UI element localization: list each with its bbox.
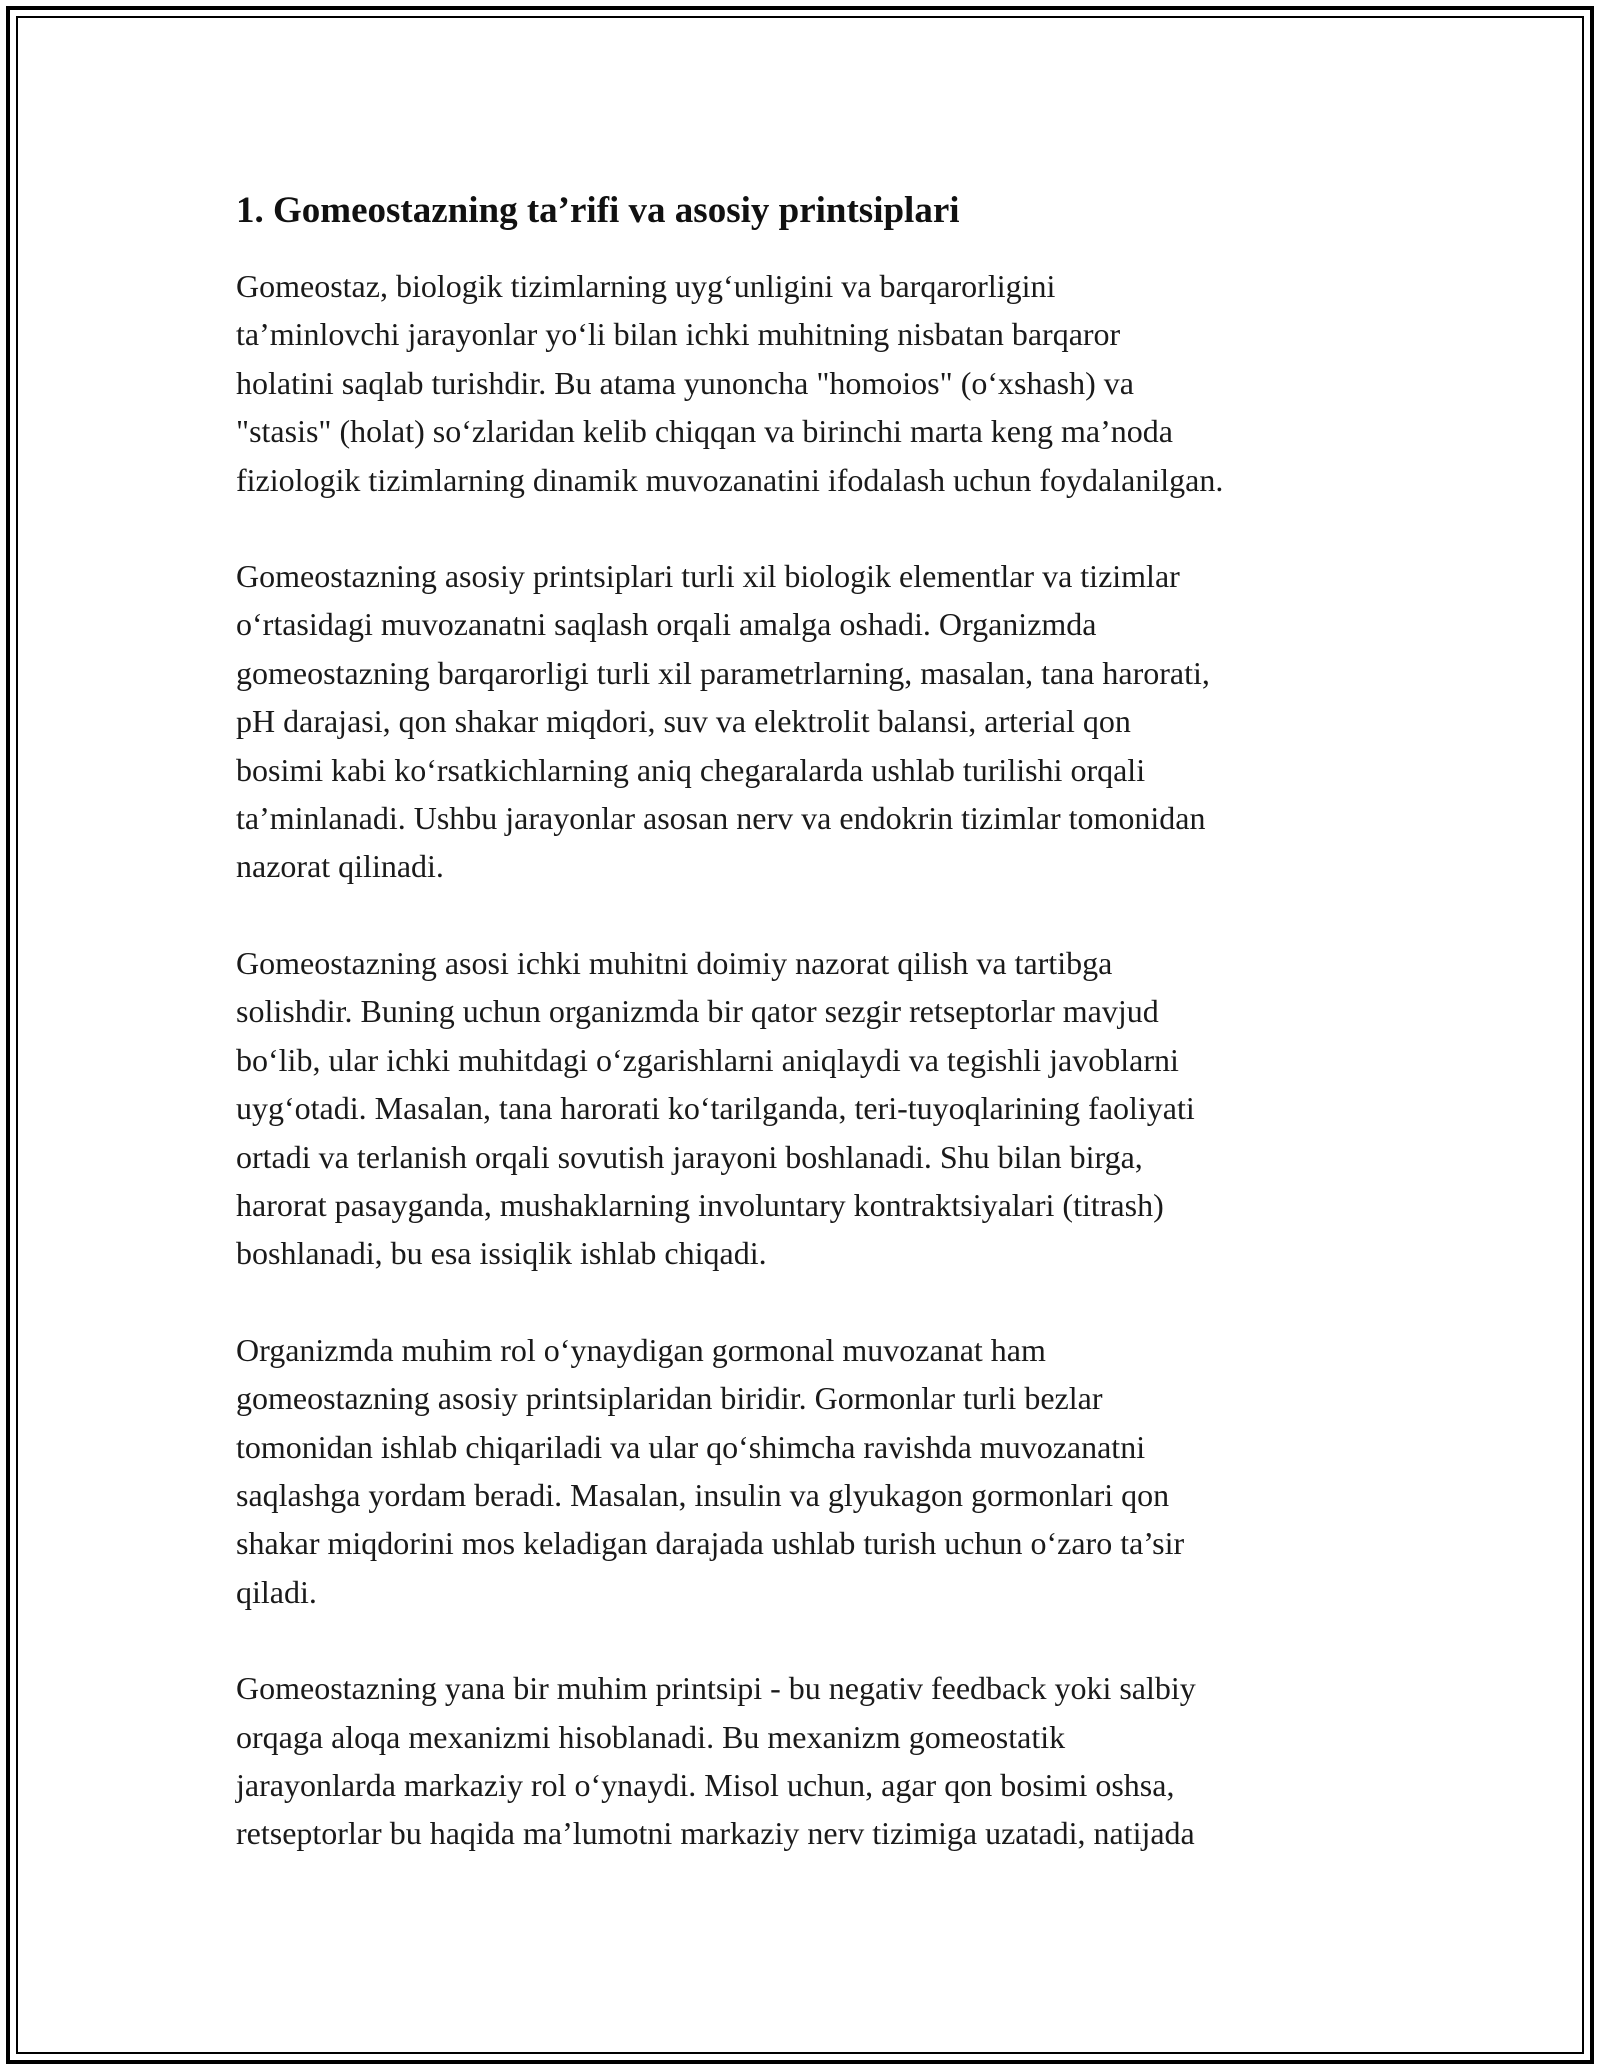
paragraph <box>236 939 1396 1278</box>
paragraph-line: ta’minlovchi jarayonlar yo‘li bilan ichki muhitning nisbatan barqaror <box>236 316 1121 353</box>
paragraph-line: Gomeostazning asosi ichki muhitni doimiy nazorat qilish va tartibga <box>236 944 1113 981</box>
paragraph-line: qiladi. <box>236 1573 317 1610</box>
paragraph <box>236 1326 1396 1616</box>
paragraph-line: "stasis" (holat) so‘zlaridan kelib chiqqan va birinchi marta keng ma’noda <box>236 413 1173 450</box>
paragraph-line: shakar miqdorini mos keladigan darajada ushlab turish uchun o‘zaro ta’sir <box>236 1525 1185 1562</box>
paragraph-line: pH darajasi, qon shakar miqdori, suv va elektrolit balansi, arterial qon <box>236 703 1131 740</box>
paragraph <box>236 262 1396 504</box>
paragraph-line: saqlashga yordam beradi. Masalan, insulin va glyukagon gormonlari qon <box>236 1476 1170 1513</box>
paragraph-list <box>236 262 1396 1858</box>
paragraph-line: bo‘lib, ular ichki muhitdagi o‘zgarishlarni aniqlaydi va tegishli javoblarni <box>236 1041 1179 1078</box>
paragraph-line: gomeostazning asosiy printsiplaridan biridir. Gormonlar turli bezlar <box>236 1380 1103 1417</box>
paragraph-line: fiziologik tizimlarning dinamik muvozanatini ifodalash uchun foydalanilgan. <box>236 461 1224 498</box>
paragraph-line: Organizmda muhim rol o‘ynaydigan gormonal muvozanat ham <box>236 1331 1046 1368</box>
paragraph <box>236 1664 1396 1858</box>
paragraph-line: harorat pasayganda, mushaklarning involuntary kontraktsiyalari (titrash) <box>236 1186 1164 1223</box>
paragraph-line: jarayonlarda markaziy rol o‘ynaydi. Misol uchun, agar qon bosimi oshsa, <box>236 1766 1175 1803</box>
paragraph-line: Gomeostazning asosiy printsiplari turli xil biologik elementlar va tizimlar <box>236 558 1180 595</box>
paragraph-line: orqaga aloqa mexanizmi hisoblanadi. Bu mexanizm gomeostatik <box>236 1718 1066 1755</box>
paragraph-line: nazorat qilinadi. <box>236 848 444 885</box>
paragraph-line: Gomeostaz, biologik tizimlarning uyg‘unligini va barqarorligini <box>236 268 1056 304</box>
paragraph-line: ta’minlanadi. Ushbu jarayonlar asosan nerv va endokrin tizimlar tomonidan <box>236 800 1206 837</box>
paragraph-line: ortadi va terlanish orqali sovutish jarayoni boshlanadi. Shu bilan birga, <box>236 1138 1143 1175</box>
paragraph-line: uyg‘otadi. Masalan, tana harorati ko‘tarilganda, teri-tuyoqlarining faoliyati <box>236 1090 1195 1127</box>
paragraph-line: Gomeostazning yana bir muhim printsipi - bu negativ feedback yoki salbiy <box>236 1670 1196 1707</box>
paragraph-line: boshlanadi, bu esa issiqlik ishlab chiqadi. <box>236 1235 767 1272</box>
paragraph <box>236 552 1396 891</box>
paragraph-line: bosimi kabi ko‘rsatkichlarning aniq chegaralarda ushlab turilishi orqali <box>236 751 1146 788</box>
paragraph-line: tomonidan ishlab chiqariladi va ular qo‘shimcha ravishda muvozanatni <box>236 1428 1146 1465</box>
document-body <box>236 186 1396 1906</box>
paragraph-line: gomeostazning barqarorligi turli xil parametrlarning, masalan, tana harorati, <box>236 654 1210 691</box>
paragraph-line: retseptorlar bu haqida ma’lumotni markaziy nerv tizimiga uzatadi, natijada <box>236 1815 1195 1852</box>
paragraph-line: holatini saqlab turishdir. Bu atama yunoncha "homoios" (o‘xshash) va <box>236 364 1134 401</box>
paragraph-line: o‘rtasidagi muvozanatni saqlash orqali amalga oshadi. Organizmda <box>236 606 1097 643</box>
section-heading: 1. Gomeostazning ta’rifi va asosiy printsiplari <box>236 190 960 231</box>
paragraph-line: solishdir. Buning uchun organizmda bir qator sezgir retseptorlar mavjud <box>236 993 1159 1030</box>
